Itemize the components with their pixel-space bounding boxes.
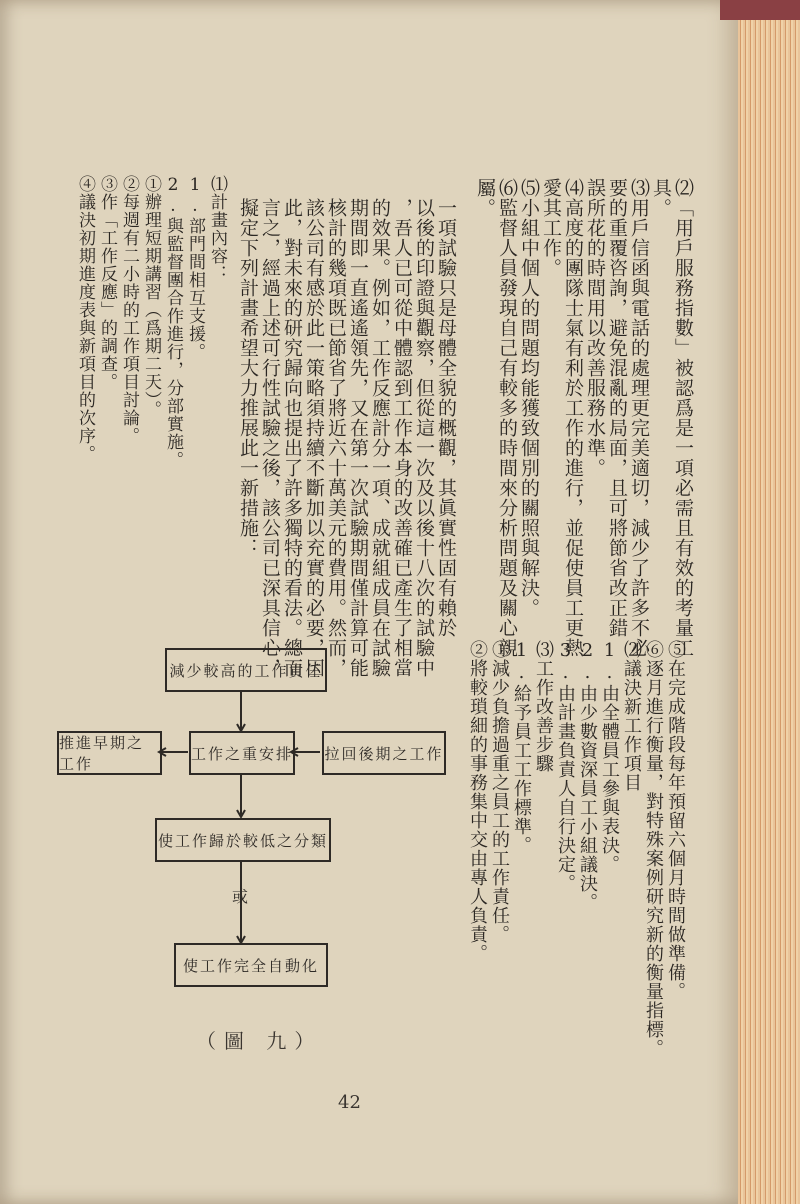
diagram-box-bottom: 使工作完全自動化 [174, 943, 328, 987]
text-line: ⑷高度的團隊士氣有利於工作的進行，並促使員工更熱 [562, 178, 584, 658]
text-line: ⑸小組中個人的問題均能獲致個別的關照與解決。 [518, 178, 540, 618]
diagram-or-label: 或 [232, 887, 249, 906]
text-line: 1.給予員工工作標準。 [511, 640, 532, 855]
text-line: 以後的印證與觀察，但從這一次及以後十八次的試驗中 [413, 198, 435, 678]
text-line: 的效果。例如，工作反應計分一項、成就組成員在試驗 [369, 198, 391, 678]
diagram-box-top: 減少較高的工作責任 [165, 648, 327, 692]
text-line: ⑹監督人員發現自己有較多的時間來分析問題及關心親 [496, 178, 518, 658]
text-line: 屬。 [474, 178, 496, 218]
figure-caption: （圖 九） [196, 1029, 323, 1053]
text-line: ⑤在完成階段每年預留六個月時間做準備。 [665, 640, 686, 1001]
text-line: ⑶工作改善步驟 [533, 640, 554, 773]
diagram-box-middle: 使工作歸於較低之分類 [155, 818, 331, 862]
text-line: 具。 [650, 178, 672, 218]
text-line: 3.由計畫負責人自行決定。 [555, 640, 576, 893]
text-line: 愛其工作。 [540, 178, 562, 278]
text-line: ①減少負擔過重之員工的工作責任。 [489, 640, 510, 944]
text-line: 2.與監督團合作進行，分部實施。 [163, 175, 183, 469]
diagram-box-right: 拉回後期之工作 [322, 731, 446, 775]
text-line: 誤所花的時間用以改善服務水準。 [584, 178, 606, 478]
text-line: ⑴計畫內容： [207, 175, 227, 283]
text-line: 言之，經過上述可行性試驗之後，該公司已深具信心， [259, 198, 281, 678]
text-line: ⑥逐月進行衡量，對特殊案例研究新的衡量指標。 [643, 640, 664, 1058]
text-line: ⑶用戶信函與電話的處理更完美適切，減少了許多不必 [628, 178, 650, 658]
text-line: 擬定下列計畫希望大力推展此一新措施： [237, 198, 259, 558]
text-line: 要的重覆咨詢，避免混亂的局面，且可將節省改正錯 [606, 178, 628, 638]
text-line: ②每週有二小時的工作項目討論。 [119, 175, 139, 445]
text-line: ，吾人已可從中體認到工作本身的改善確已產生了相當 [391, 198, 413, 678]
text-line: 期間即一直遙遙領先，又在第一次試驗期間僅計算可能 [347, 198, 369, 678]
page-number: 42 [338, 1092, 361, 1113]
text-line: 核計的幾項既已節省了將近六十萬美元的費用。然而， [325, 198, 347, 678]
text-line: 1.由全體員工參與表決。 [599, 640, 620, 874]
text-line: 一項試驗只是母體全貌的概觀，其眞實性固有賴於 [435, 198, 457, 638]
text-line: ①辦理短期講習（爲期二天）。 [141, 175, 161, 419]
text-line: ⑵「用戶服務指數」被認爲是一項必需且有效的考量工 [672, 178, 694, 658]
text-line: 該公司有感於此一策略須持續不斷加以充實的必要，因 [303, 198, 325, 678]
text-line: 此，對未來的研究歸向也提出了許多獨特的看法。總而 [281, 198, 303, 678]
text-line: 1.部門間相互支援。 [185, 175, 205, 361]
text-line: ②將較瑣細的事務集中交由專人負責。 [467, 640, 488, 963]
text-line: 2.由少數資深員工小組議決。 [577, 640, 598, 912]
text-line: ③作「工作反應」的調查。 [97, 175, 117, 391]
diagram-box-left: 推進早期之工作 [57, 731, 162, 775]
text-line: ⑵議決新工作項目 [621, 640, 642, 792]
diagram-box-center: 工作之重安排 [189, 731, 295, 775]
text-line: ④議決初期進度表與新項目的次序。 [75, 175, 95, 463]
